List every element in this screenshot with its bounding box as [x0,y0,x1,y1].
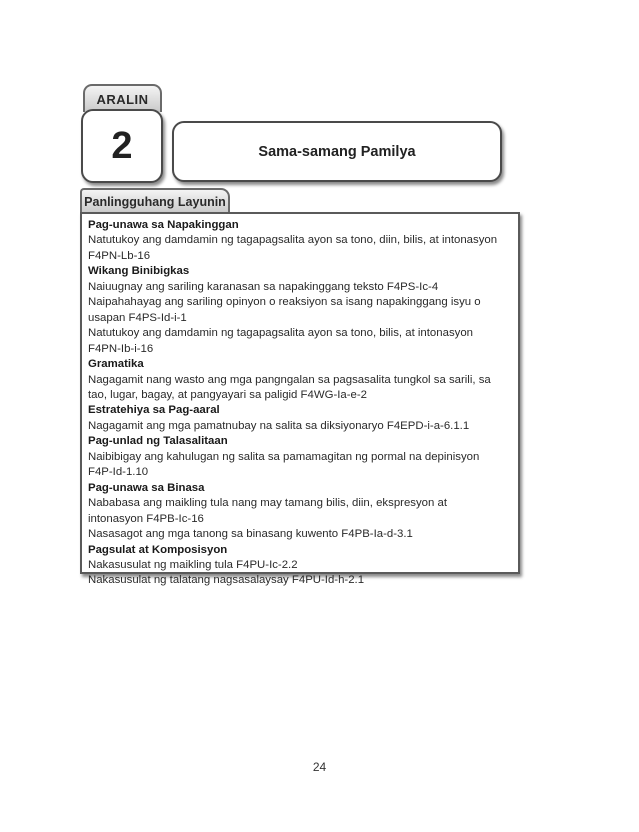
objective-line: Nakasusulat ng talatang nagsasalaysay F4PU-Id-h-2.1 [88,574,365,587]
objective-line: Nasasagot ang mga tanong sa binasang kuwento F4PB-Ia-d-3.1 [88,528,413,541]
objective-line: Nakasusulat ng maikling tula F4PU-Ic-2.2 [88,558,298,571]
objective-heading: Pag-unlad ng Talasalitaan [88,435,228,448]
objectives-box [80,212,520,587]
objective-line: F4PN-Lb-16 [88,249,151,262]
lesson-label: ARALIN [96,91,149,107]
objective-line: F4P-Id-1.10 [88,466,149,479]
objective-line: Nagagamit nang wasto ang mga pangngalan sa pagsasalita tungkol sa sarili, sa [88,373,491,386]
objectives-list [88,218,512,589]
objective-line: Nagagamit ang mga pamatnubay na salita sa diksiyonaryo F4EPD-i-a-6.1.1 [88,419,470,432]
objective-line: Naipahahayag ang sariling opinyon o reaksiyon sa isang napakinggang isyu o [88,296,481,309]
objective-line: F4PN-Ib-i-16 [88,342,154,355]
objective-line: Naiuugnay ang sariling karanasan sa napakinggang teksto F4PS-Ic-4 [88,280,439,293]
objective-line: Nababasa ang maikling tula nang may tamang bilis, diin, ekspresyon at [88,497,448,510]
objective-line: intonasyon F4PB-Ic-16 [88,512,204,525]
objective-line: tao, lugar, bagay, at pangyayari sa paligid F4WG-Ia-e-2 [88,388,368,401]
objective-heading: Gramatika [88,358,144,371]
objective-line: usapan F4PS-Id-i-1 [88,311,187,324]
lesson-label-tab [83,84,162,112]
objectives-tab-label: Panlingguhang Layunin [84,194,226,209]
objective-heading: Estratehiya sa Pag-aaral [88,404,220,417]
objective-heading: Wikang Binibigkas [88,265,190,278]
objective-line: Natutukoy ang damdamin ng tagapagsalita ayon sa tono, diin, bilis, at intonasyon [88,234,498,247]
page-number: 24 [312,760,327,774]
lesson-number-box [81,109,163,183]
lesson-title-box [172,121,502,182]
objectives-tab [80,188,230,213]
objective-heading: Pag-unawa sa Binasa [88,481,205,494]
objective-heading: Pagsulat at Komposisyon [88,543,228,556]
lesson-title: Sama-samang Pamilya [258,143,416,160]
objective-line: Natutukoy ang damdamin ng tagapagsalita ayon sa tono, bilis, at intonasyon [88,327,474,340]
lesson-number: 2 [111,124,133,167]
objective-heading: Pag-unawa sa Napakinggan [88,219,239,231]
objective-line: Naibibigay ang kahulugan ng salita sa pamamagitan ng pormal na depinisyon [88,450,480,463]
